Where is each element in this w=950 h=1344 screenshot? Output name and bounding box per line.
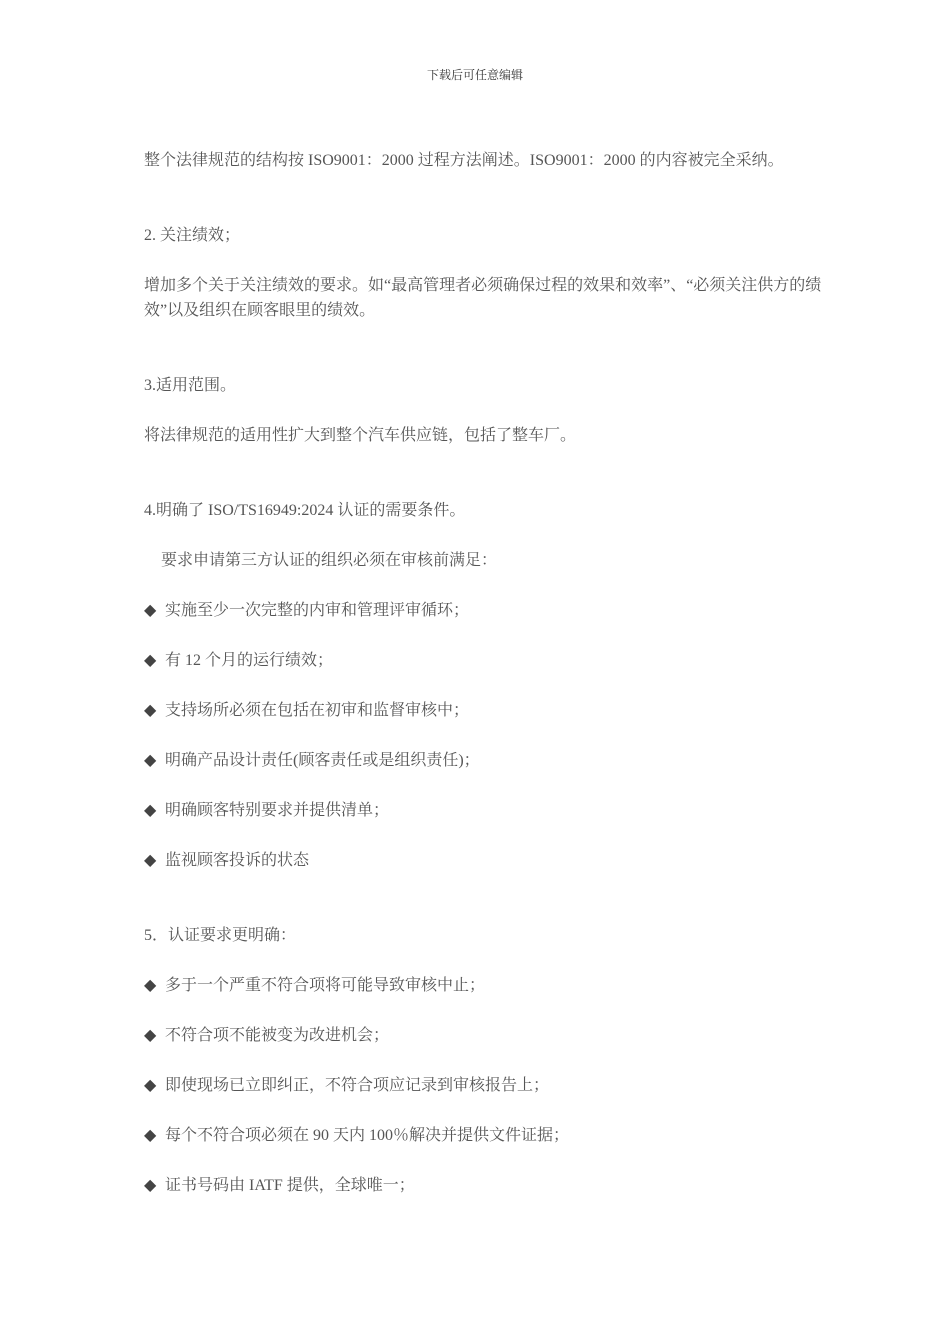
list-item	[144, 848, 824, 873]
conditions-list	[144, 598, 824, 873]
list-item-text: 支持场所必须在包括在初审和监督审核中；	[165, 702, 470, 719]
page-header: 下载后可任意编辑	[426, 68, 523, 82]
diamond-bullet-icon: ◆	[144, 602, 157, 619]
list-item	[144, 748, 824, 773]
list-item-text: 有 12 个月的运行绩效；	[165, 652, 334, 669]
list-item-text: 不符合项不能被变为改进机会；	[165, 1027, 390, 1044]
list-item	[144, 648, 824, 673]
list-item-text: 证书号码由 IATF 提供，全球唯一；	[165, 1177, 415, 1194]
list-item-text: 多于一个严重不符合项将可能导致审核中止；	[165, 977, 486, 994]
diamond-bullet-icon: ◆	[144, 702, 157, 719]
heading-certification-requirements: 5．认证要求更明确：	[144, 927, 297, 944]
diamond-bullet-icon: ◆	[144, 802, 157, 819]
heading-performance: 2. 关注绩效；	[144, 227, 241, 244]
diamond-bullet-icon: ◆	[144, 1027, 157, 1044]
paragraph-scope: 将法律规范的适用性扩大到整个汽车供应链，包括了整车厂。	[144, 427, 577, 444]
diamond-bullet-icon: ◆	[144, 1127, 157, 1144]
list-item-text: 实施至少一次完整的内审和管理评审循环；	[165, 602, 470, 619]
diamond-bullet-icon: ◆	[144, 752, 157, 769]
document-body	[144, 148, 824, 1198]
list-item	[144, 973, 824, 998]
requirements-list	[144, 973, 824, 1198]
list-item	[144, 598, 824, 623]
list-item	[144, 1023, 824, 1048]
diamond-bullet-icon: ◆	[144, 852, 157, 869]
heading-certification-conditions: 4.明确了 ISO/TS16949:2024 认证的需要条件。	[144, 502, 466, 519]
paragraph-performance: 增加多个关于关注绩效的要求。如“最高管理者必须确保过程的效果和效率”、“必须关注供方的绩效”以及组织在顾客眼里的绩效。	[144, 277, 822, 319]
paragraph-structure: 整个法律规范的结构按 ISO9001：2000 过程方法阐述。ISO9001：2000 的内容被完全采纳。	[144, 152, 784, 169]
diamond-bullet-icon: ◆	[144, 977, 157, 994]
list-item-text: 监视顾客投诉的状态	[165, 852, 310, 869]
list-item	[144, 1123, 824, 1148]
list-item	[144, 798, 824, 823]
list-item	[144, 1173, 824, 1198]
list-item	[144, 1073, 824, 1098]
list-item-text: 明确产品设计责任(顾客责任或是组织责任)；	[165, 752, 480, 769]
paragraph-certification-conditions: 要求申请第三方认证的组织必须在审核前满足：	[161, 552, 498, 569]
diamond-bullet-icon: ◆	[144, 1077, 157, 1094]
diamond-bullet-icon: ◆	[144, 652, 157, 669]
list-item	[144, 698, 824, 723]
list-item-text: 明确顾客特别要求并提供清单；	[165, 802, 390, 819]
list-item-text: 即使现场已立即纠正，不符合项应记录到审核报告上；	[165, 1077, 550, 1094]
list-item-text: 每个不符合项必须在 90 天内 100％解决并提供文件证据；	[165, 1127, 570, 1144]
heading-scope: 3.适用范围。	[144, 377, 237, 394]
diamond-bullet-icon: ◆	[144, 1177, 157, 1194]
